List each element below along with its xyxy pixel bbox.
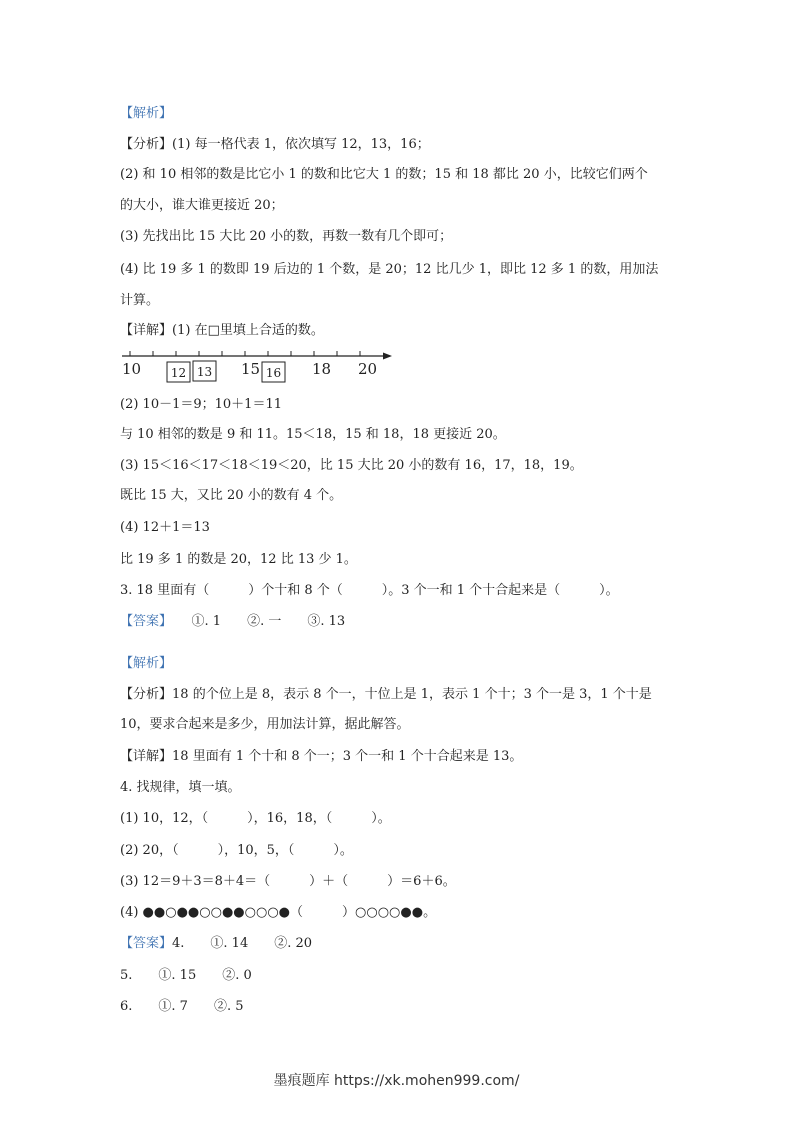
analysis-line: 计算。 [120, 293, 160, 308]
xiangjie-tag: 【详解】 [120, 323, 173, 338]
analysis-line: (2) 和 10 相邻的数是比它小 1 的数和比它大 1 的数；15 和 18 都比 20 小，比较它们两个 [120, 167, 648, 182]
question-part: (2) 20，（ ），10，5，（ ）。 [120, 843, 353, 858]
detail-line: (4) 12＋1＝13 [120, 520, 210, 535]
fenxi-text: (1) 每一格代表 1，依次填写 12，13，16； [172, 137, 430, 152]
question-part: (1) 10，12，（ ），16，18，（ ）。 [120, 811, 391, 826]
answer-tag: 【答案】 [120, 614, 166, 629]
detail-line: 比 19 多 1 的数是 20，12 比 13 少 1。 [120, 552, 357, 567]
number-label: 18 [312, 360, 332, 378]
detail-line: (2) 10－1＝9；10＋1＝11 [120, 397, 282, 412]
fenxi-tag: 【分析】 [120, 687, 173, 702]
analysis-line [120, 686, 652, 704]
answer-tag: 【答案】 [120, 936, 173, 951]
answer-line: 5. ①. 15 ②. 0 [120, 968, 252, 983]
answer-line [120, 613, 345, 631]
detail-line: 既比 15 大，又比 20 小的数有 4 个。 [120, 488, 343, 503]
answer-text: 4. ①. 14 ②. 20 [172, 936, 313, 951]
analysis-heading: 【解析】 [120, 106, 173, 121]
detail-text: (1) 在□里填上合适的数。 [172, 323, 324, 338]
box-number: 13 [196, 365, 213, 379]
number-label: 20 [358, 360, 378, 378]
fenxi-text: 18 的个位上是 8，表示 8 个一，十位上是 1，表示 1 个十；3 个一是 3，1 个十是 [172, 687, 652, 702]
number-line-arrow [383, 353, 392, 360]
analysis-line: (4) 比 19 多 1 的数即 19 后边的 1 个数，是 20；12 比几少 1，即比 12 多 1 的数，用加法 [120, 262, 659, 277]
number-label: 15 [241, 360, 261, 378]
number-label: 10 [122, 360, 142, 378]
box-number: 12 [170, 366, 187, 380]
fenxi-tag: 【分析】 [120, 137, 173, 152]
question-4: 4. 找规律，填一填。 [120, 780, 241, 795]
detail-text: 18 里面有 1 个十和 8 个一；3 个一和 1 个十合起来是 13。 [172, 749, 523, 764]
answer-text: ①. 1 ②. 一 ③. 13 [191, 614, 346, 629]
analysis-line [120, 136, 430, 154]
analysis-line: 的大小，谁大谁更接近 20； [120, 198, 284, 213]
question-part: (4) ●●○●●○○●●○○○●（ ）○○○○●●。 [120, 905, 437, 920]
detail-line [120, 322, 324, 340]
answer-line: 6. ①. 7 ②. 5 [120, 999, 244, 1014]
answer-line [120, 935, 312, 953]
analysis-heading: 【解析】 [120, 656, 173, 671]
question-part: (3) 12＝9＋3＝8＋4＝（ ）＋（ ）＝6＋6。 [120, 874, 456, 889]
box-number: 16 [265, 366, 282, 380]
footer-watermark: 墨痕题库 https://xk.mohen999.com/ [273, 1073, 520, 1089]
question-3: 3. 18 里面有（ ）个十和 8 个（ ）。3 个一和 1 个十合起来是（ ）。 [120, 583, 619, 598]
analysis-line: (3) 先找出比 15 大比 20 小的数，再数一数有几个即可； [120, 229, 453, 244]
analysis-line: 10，要求合起来是多少，用加法计算，据此解答。 [120, 717, 410, 732]
detail-line [120, 748, 522, 766]
number-line-figure [118, 347, 398, 385]
xiangjie-tag: 【详解】 [120, 749, 173, 764]
detail-line: (3) 15＜16＜17＜18＜19＜20，比 15 大比 20 小的数有 16，17，18，19。 [120, 458, 583, 473]
detail-line: 与 10 相邻的数是 9 和 11。15＜18，15 和 18，18 更接近 20。 [120, 427, 506, 442]
